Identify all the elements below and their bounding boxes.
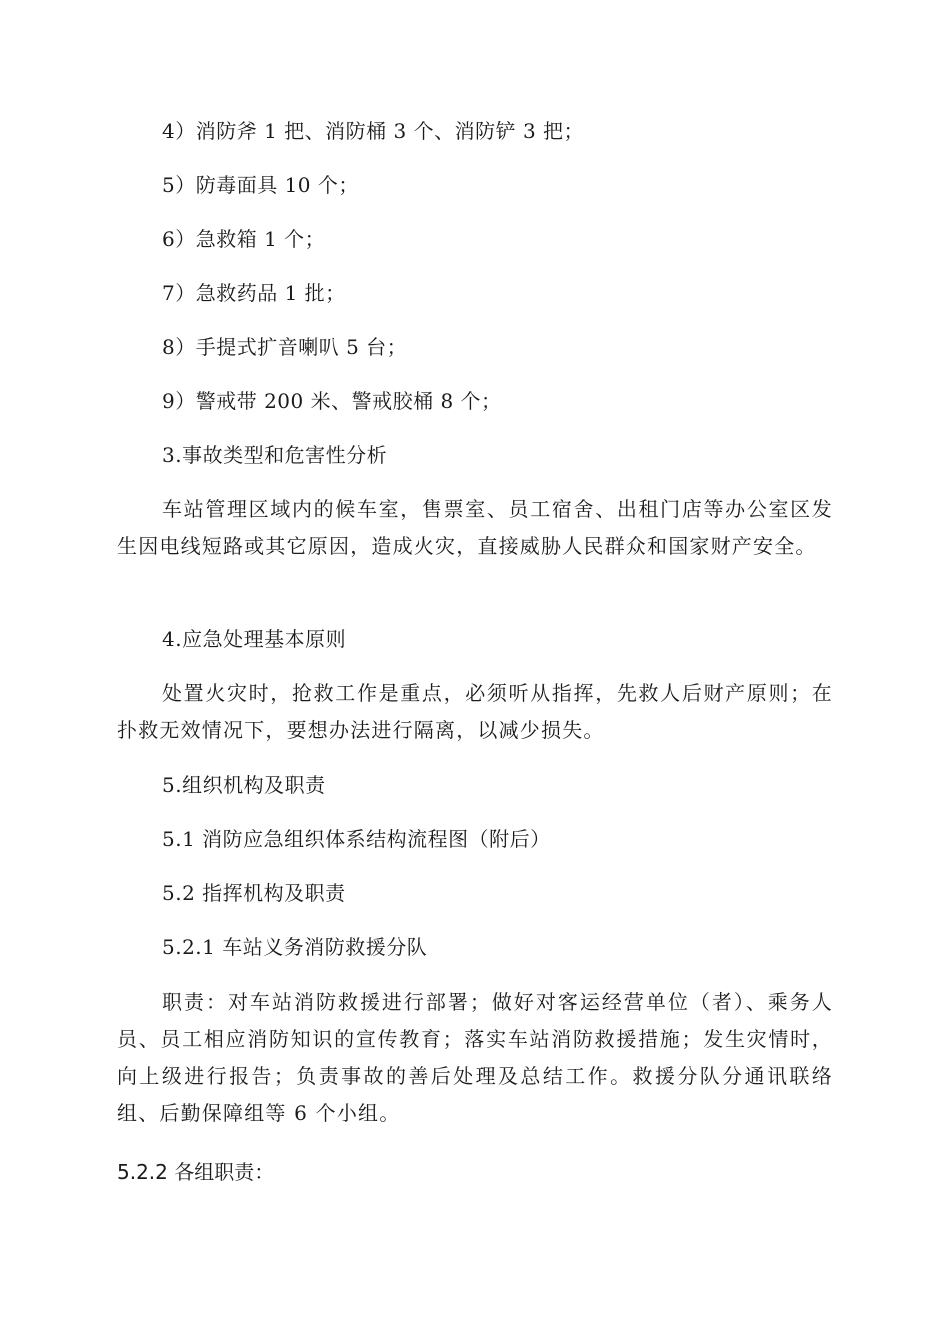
subsection-heading: 5.2 指挥机构及职责 — [162, 881, 346, 905]
section-heading: 3.事故类型和危害性分析 — [162, 443, 388, 467]
list-item: 7）急救药品 1 批； — [162, 281, 346, 305]
list-item: 5）防毒面具 10 个； — [162, 173, 359, 197]
list-item: 4）消防斧 1 把、消防桶 3 个、消防铲 3 把； — [162, 119, 585, 143]
list-item: 8）手提式扩音喇叭 5 台； — [162, 335, 408, 359]
list-item: 9）警戒带 200 米、警戒胶桶 8 个； — [162, 389, 502, 413]
list-item: 6）急救箱 1 个； — [162, 227, 326, 251]
section-heading: 4.应急处理基本原则 — [162, 627, 347, 651]
section-paragraph: 职责：对车站消防救援进行部署；做好对客运经营单位（者）、乘务人员、员工相应消防知识的宣传教育；落实车站消防救援措施；发生灾情时，向上级进行报告；负责事故的善后处理及总结工作。救援分队分通讯联络组、后勤保障组等 6 个小组。 — [117, 990, 833, 1125]
heading-number: 5.2.2 — [117, 1160, 168, 1184]
subsection-heading — [117, 1160, 274, 1184]
heading-label: 各组职责： — [174, 1160, 275, 1184]
subsection-heading: 5.1 消防应急组织体系结构流程图（附后） — [162, 827, 551, 851]
section-heading: 5.组织机构及职责 — [162, 773, 326, 797]
section-paragraph: 处置火灾时，抢救工作是重点，必须听从指挥，先救人后财产原则；在扑救无效情况下，要想办法进行隔离，以减少损失。 — [117, 681, 833, 742]
subsection-heading: 5.2.1 车站义务消防救援分队 — [162, 935, 428, 959]
section-paragraph: 车站管理区域内的候车室，售票室、员工宿舍、出租门店等办公室区发生因电线短路或其它原因，造成火灾，直接威胁人民群众和国家财产安全。 — [117, 497, 833, 558]
